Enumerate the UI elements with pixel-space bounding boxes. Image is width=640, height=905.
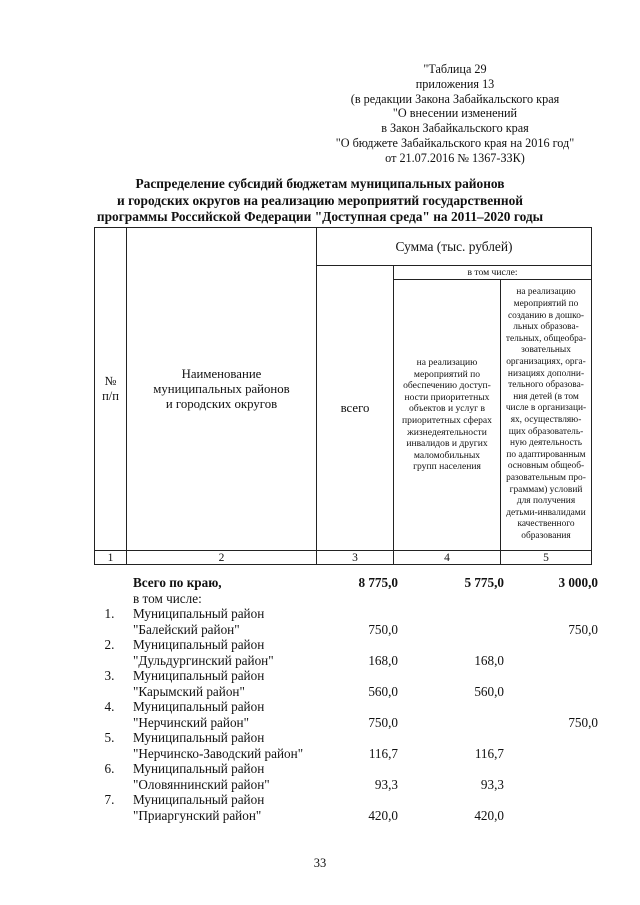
header-name-line: Наименование [181, 366, 262, 381]
table-row [94, 730, 598, 746]
header-col5-line: разовательным про- [506, 472, 586, 483]
totals-label: Всего по краю, [133, 575, 222, 590]
header-note [300, 62, 610, 166]
header-note-line: от 21.07.2016 № 1367-ЗЗК) [385, 150, 525, 165]
row-total: 116,7 [368, 745, 398, 761]
document-title [90, 176, 550, 226]
table-row [94, 684, 598, 700]
table-row [94, 622, 598, 638]
row-name-line2: "Нерчинско-Заводский район" [133, 745, 304, 761]
column-index: 2 [127, 551, 317, 565]
header-col5-line: тельного образова- [508, 380, 584, 391]
row-number: 1. [104, 606, 115, 621]
header-col5-line: низациях дополни- [507, 368, 585, 379]
row-col5 [508, 653, 598, 669]
totals-row [94, 575, 598, 591]
row-name-line1: Муниципальный район [133, 699, 265, 714]
row-name-line2: "Оловяннинский район" [133, 776, 270, 792]
column-index: 4 [394, 551, 501, 565]
header-col5-line: числе в организаци- [505, 403, 587, 414]
totals-subrow [94, 591, 598, 607]
column-index: 5 [501, 551, 592, 565]
header-col5-line: образования [521, 530, 571, 541]
header-col4-line: ности приоритетных [404, 391, 490, 403]
row-col5 [508, 777, 598, 793]
row-total: 750,0 [368, 621, 398, 637]
table-row [94, 746, 598, 762]
header-note-line: приложения 13 [415, 76, 495, 91]
document-title-line: Распределение субсидий бюджетам муниципальных районов [135, 176, 505, 191]
header-col5-line: граммам) условий [509, 484, 583, 495]
data-table [94, 575, 598, 823]
header-col4-line: объектов и услуг в [408, 403, 486, 415]
header-col5-line: зовательных [521, 345, 571, 356]
header-num-line: № [104, 374, 117, 388]
row-name-line2: "Балейский район" [133, 621, 240, 637]
header-note-line: в Закон Забайкальского края [381, 121, 529, 136]
row-name-line2: "Дульдургинский район" [133, 652, 274, 668]
row-number: 6. [104, 761, 115, 776]
header-col4-cell [394, 280, 501, 551]
totals-total: 8 775,0 [358, 575, 398, 590]
row-total: 168,0 [368, 652, 398, 668]
row-total: 560,0 [368, 683, 398, 699]
row-col4: 116,7 [474, 745, 504, 761]
row-col5: 750,0 [568, 621, 598, 637]
header-num-line: п/п [102, 389, 119, 403]
row-name-line1: Муниципальный район [133, 792, 265, 807]
row-total: 93,3 [374, 776, 398, 792]
table-row [94, 668, 598, 684]
row-col5 [508, 808, 598, 824]
row-name-line1: Муниципальный район [133, 606, 265, 621]
header-col5-line: качественного [517, 519, 575, 530]
header-col4-line: мероприятий по [413, 368, 481, 380]
header-col5-cell [501, 280, 592, 551]
row-total: 750,0 [368, 714, 398, 730]
table-row [94, 715, 598, 731]
header-col5-line: организациях, орга- [506, 357, 586, 368]
header-note-line: "О бюджете Забайкальского края на 2016 год" [335, 135, 575, 150]
row-col5 [508, 746, 598, 762]
row-col4: 168,0 [474, 652, 504, 668]
header-including-cell: в том числе: [394, 266, 592, 280]
header-col5-line: тельных, общеобра- [505, 333, 587, 344]
row-number: 3. [104, 668, 115, 683]
table-header [94, 227, 592, 565]
header-col4-line: групп населения [413, 461, 481, 473]
header-col4-line: приоритетных сферах [402, 415, 492, 426]
row-col4: 93,3 [480, 776, 504, 792]
table-row [94, 637, 598, 653]
totals-sublabel: в том числе: [133, 590, 202, 606]
row-total: 420,0 [368, 807, 398, 823]
row-name-line1: Муниципальный район [133, 668, 265, 683]
header-name-line: муниципальных районов [153, 381, 290, 396]
table-row [94, 808, 598, 824]
row-name-line2: "Карымский район" [133, 683, 245, 699]
header-col5-line: льных образова- [513, 322, 579, 333]
header-col5-line: созданию в дошко- [507, 310, 585, 321]
header-note-line: "Таблица 29 [423, 62, 487, 76]
row-name-line1: Муниципальный район [133, 761, 265, 776]
row-name-line1: Муниципальный район [133, 637, 265, 652]
header-col5-line: на реализацию [516, 287, 576, 298]
header-name-line: и городских округов [165, 396, 278, 411]
table-row [94, 606, 598, 622]
document-title-line: программы Российской Федерации "Доступная среда" на 2011–2020 годы [96, 209, 544, 224]
row-name-line1: Муниципальный район [133, 730, 265, 745]
header-col4-line: инвалидов и других [406, 438, 488, 450]
header-total-cell: всего [317, 266, 394, 551]
document-title-line: и городских округов на реализацию мероприятий государственной [117, 192, 523, 208]
row-number: 2. [104, 637, 115, 652]
header-col5-line: щих образователь- [508, 426, 584, 437]
header-col5-line: ния детей (в том [513, 391, 579, 402]
row-col4: 560,0 [474, 683, 504, 699]
header-col4-line: маломобильных [413, 449, 481, 461]
header-col5-line: детьми-инвалидами [506, 507, 586, 518]
header-col5-line: основным общеоб- [507, 461, 585, 472]
table-row [94, 777, 598, 793]
row-col4 [398, 715, 508, 731]
header-col5-line: ную деятельность [510, 438, 582, 449]
header-col4-line: обеспечению доступ- [403, 380, 491, 392]
header-note-line: (в редакции Закона Забайкальского края [350, 91, 560, 106]
row-number: 7. [104, 792, 115, 807]
totals-col5: 3 000,0 [558, 575, 598, 590]
column-index: 3 [317, 551, 394, 565]
row-col5: 750,0 [568, 714, 598, 730]
header-name-cell [127, 228, 317, 551]
page-number: 33 [313, 856, 327, 870]
header-note-line: "О внесении изменений [392, 106, 518, 121]
row-number: 5. [104, 730, 115, 745]
table-row [94, 761, 598, 777]
table-row [94, 653, 598, 669]
header-col5-line: для получения [516, 496, 576, 507]
table-row [94, 792, 598, 808]
header-sum-cell: Сумма (тыс. рублей) [317, 228, 592, 266]
row-name-line2: "Нерчинский район" [133, 714, 249, 730]
table-row [94, 699, 598, 715]
header-col4-line: жизнедеятельности [407, 426, 487, 438]
row-col5 [508, 684, 598, 700]
row-number: 4. [104, 699, 115, 714]
row-col4: 420,0 [474, 807, 504, 823]
row-name-line2: "Приаргунский район" [133, 807, 262, 823]
column-index: 1 [95, 551, 127, 565]
header-col4-line: на реализацию [416, 357, 478, 369]
row-col4 [398, 622, 508, 638]
header-col5-line: ях, осуществляю- [510, 415, 582, 425]
header-num-cell [95, 228, 127, 551]
totals-col4: 5 775,0 [464, 575, 504, 590]
header-col5-line: по адаптированным [506, 449, 586, 460]
header-col5-line: мероприятий по [513, 299, 579, 310]
